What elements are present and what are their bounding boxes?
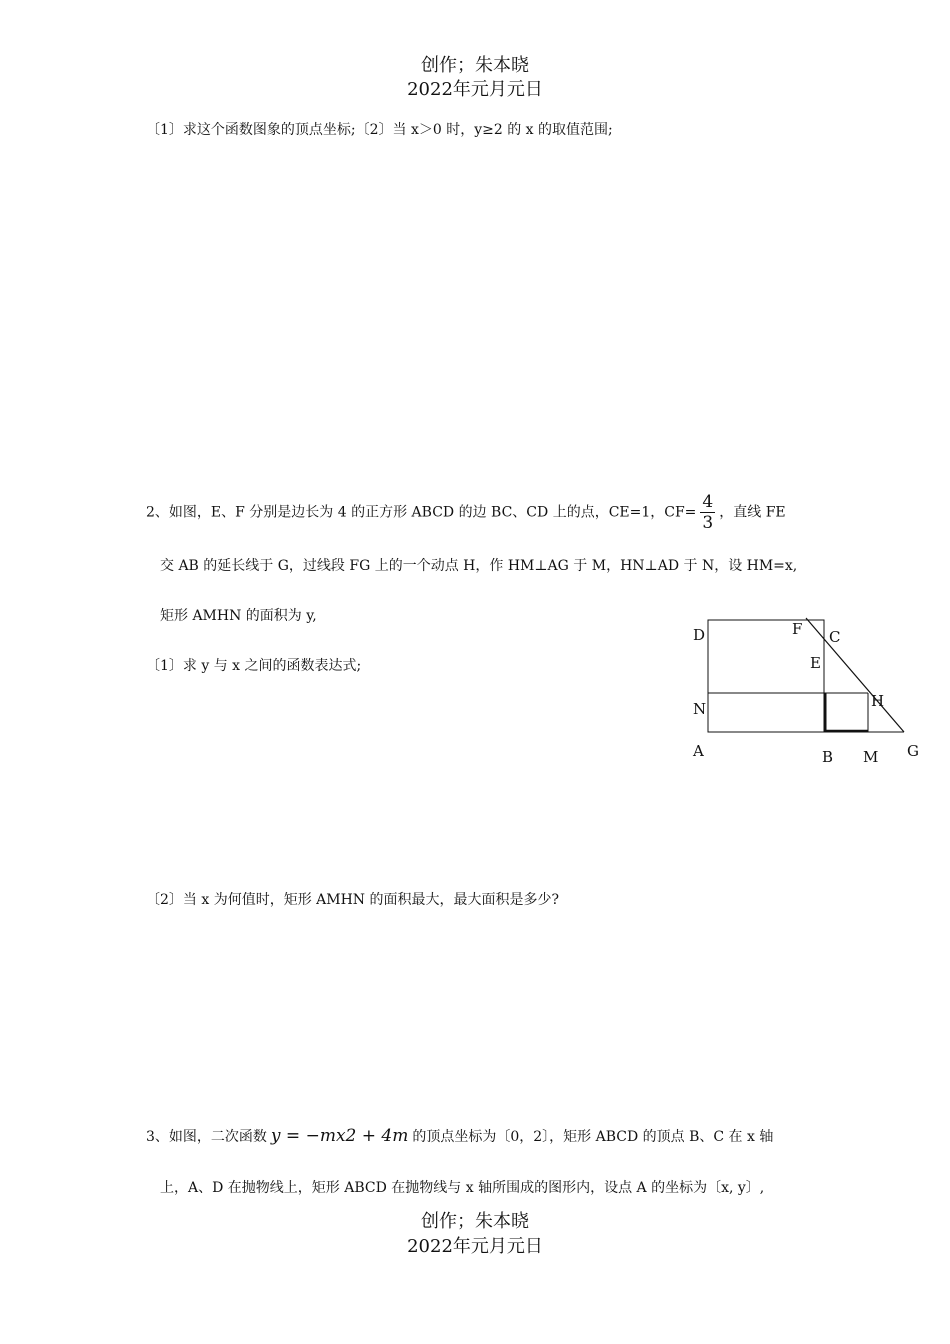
label-b: B [822, 748, 834, 766]
q1-parts: 〔1〕求这个函数图象的顶点坐标;〔2〕当 x＞0 时，y≥2 的 x 的取值范围; [146, 122, 613, 138]
q2-part1: 〔1〕求 y 与 x 之间的函数表达式; [146, 658, 362, 674]
q2-line2: 交 AB 的延长线于 G，过线段 FG 上的一个动点 H，作 HM⊥AG 于 M，HN⊥AD 于 N，设 HM=x, [160, 558, 798, 574]
label-c: C [829, 628, 841, 646]
q2-line1-post: ，直线 FE [719, 504, 786, 521]
fraction-cf [700, 492, 715, 533]
figure-drawing [688, 612, 928, 772]
header-date: 2022年元月元日 [407, 79, 543, 100]
q3-line1 [146, 1126, 773, 1147]
line-fg [806, 618, 904, 732]
label-n: N [693, 700, 707, 718]
label-d: D [693, 626, 706, 644]
label-m: M [863, 748, 879, 766]
label-a: A [693, 742, 704, 760]
square-abcd [708, 620, 824, 732]
q3-line1-pre: 3、如图，二次函数 [146, 1129, 267, 1145]
q2-line1 [146, 492, 786, 533]
q3-line2: 上，A、D 在抛物线上，矩形 ABCD 在抛物线与 x 轴所围成的图形内，设点 A 的坐标为〔x, y〕, [160, 1180, 765, 1196]
label-h: H [871, 692, 885, 710]
header-author: 创作；朱本晓 [421, 55, 529, 76]
geometry-figure [688, 612, 928, 772]
q2-line1-pre: 2、如图，E、F 分别是边长为 4 的正方形 ABCD 的边 BC、CD 上的点，CE=1，CF= [146, 504, 697, 521]
label-f: F [792, 620, 803, 638]
q2-part2: 〔2〕当 x 为何值时，矩形 AMHN 的面积最大，最大面积是多少? [146, 892, 560, 908]
fraction-numerator: 4 [702, 492, 714, 512]
footer-date: 2022年元月元日 [407, 1236, 543, 1257]
q2-line3: 矩形 AMHN 的面积为 y, [160, 608, 317, 624]
q3-line1-post: 的顶点坐标为〔0，2〕，矩形 ABCD 的顶点 B、C 在 x 轴 [412, 1129, 774, 1145]
label-g: G [907, 742, 919, 760]
label-e: E [810, 654, 821, 672]
q3-formula: y = −mx2 + 4m [270, 1126, 409, 1146]
footer-author: 创作；朱本晓 [421, 1211, 529, 1232]
fraction-denominator: 3 [702, 513, 714, 533]
